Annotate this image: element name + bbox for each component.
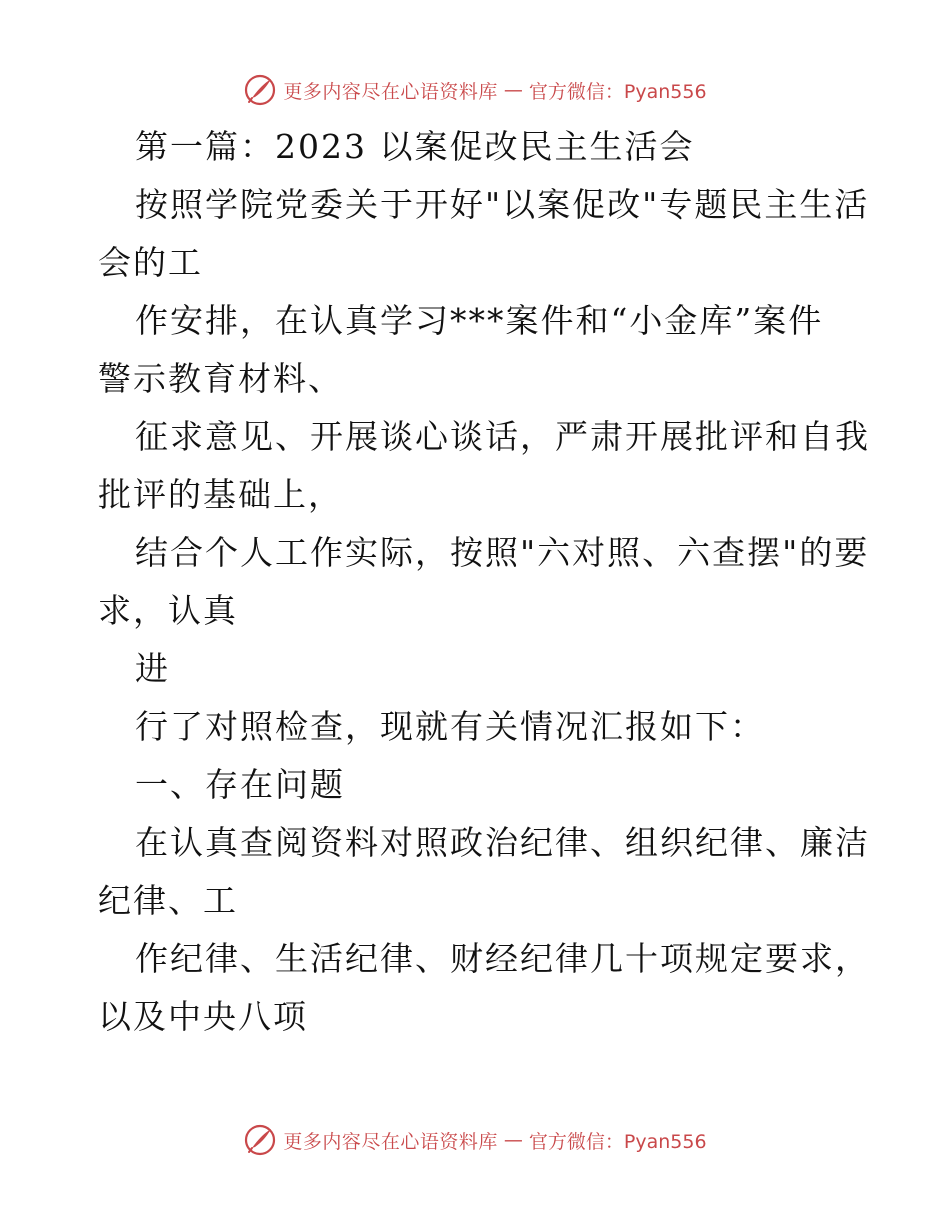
paragraph-line: 在认真查阅资料对照政治纪律、组织纪律、廉洁 [135,823,870,862]
section-heading: 一、存在问题 [135,765,345,804]
watermark-site-text: 更多内容尽在心语资料库 [283,80,498,103]
paragraph-line: 进 [135,649,170,688]
watermark-group [243,1123,706,1157]
paragraph-line: 作纪律、生活纪律、财经纪律几十项规定要求， [135,939,870,978]
paragraph-line: 作安排，在认真学习***案件和“小金库”案件 [135,301,824,340]
paragraph-line: 会的工 [98,243,203,282]
paragraph-line: 征求意见、开展谈心谈话，严肃开展批评和自我 [135,417,870,456]
watermark-separator: — [503,1129,523,1151]
document-title: 第一篇：2023 以案促改民主生活会 [135,127,695,166]
paragraph-line: 求，认真 [98,591,238,630]
paragraph-line: 批评的基础上， [98,475,343,514]
document-body [98,118,870,1046]
paragraph-line: 结合个人工作实际，按照"六对照、六查摆"的要 [135,533,870,572]
watermark-group [243,73,706,107]
paragraph-line: 以及中央八项 [98,997,308,1036]
watermark-site-text: 更多内容尽在心语资料库 [283,1130,498,1153]
header-watermark-banner [0,70,950,110]
paragraph-line: 纪律、工 [98,881,238,920]
watermark-wechat-text: 官方微信：Pyan556 [528,1130,707,1153]
quill-pen-logo-icon [243,1123,277,1157]
watermark-wechat-text: 官方微信：Pyan556 [528,80,707,103]
quill-pen-logo-icon [243,73,277,107]
paragraph-line: 警示教育材料、 [98,359,343,398]
paragraph-line: 行了对照检查，现就有关情况汇报如下： [135,707,765,746]
paragraph-line: 按照学院党委关于开好"以案促改"专题民主生活 [135,185,870,224]
footer-watermark-banner [0,1120,950,1160]
watermark-separator: — [503,79,523,101]
